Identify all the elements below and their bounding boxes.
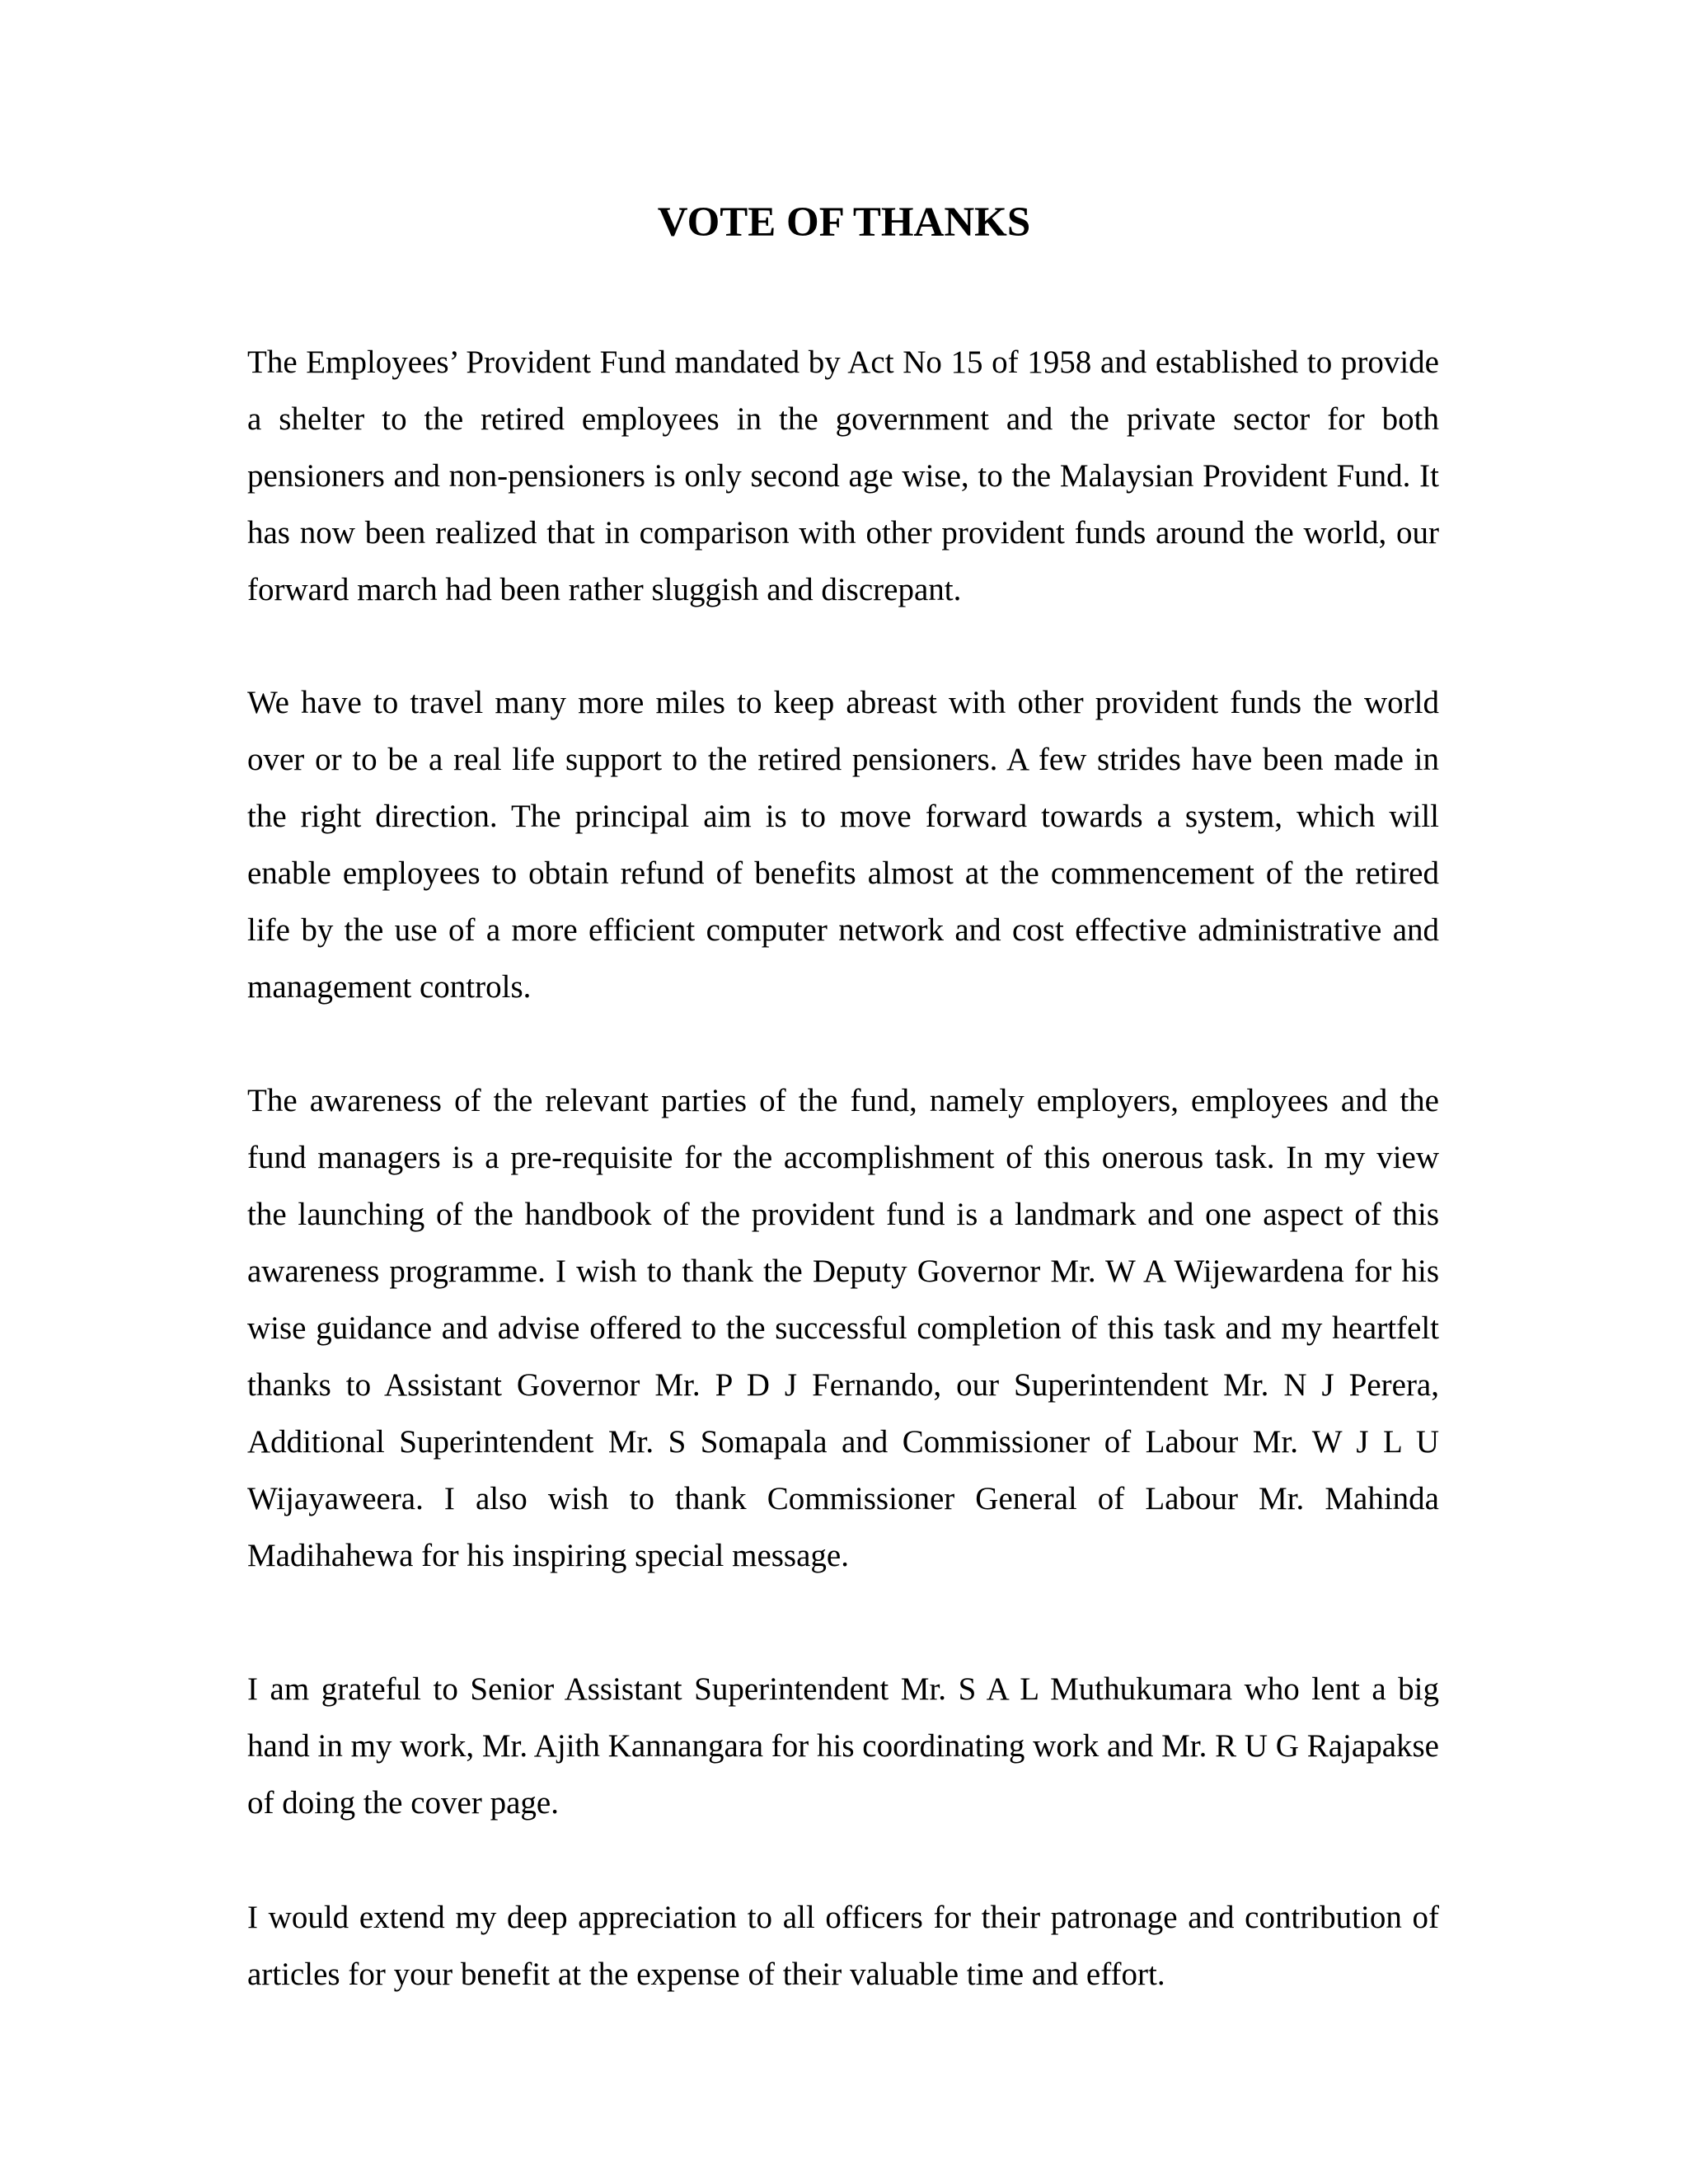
paragraph-future-aims: We have to travel many more miles to keep abreast with other provident funds the world over or to be a real life support to the retired pensioners. A few strides have been made in the right direction. The principal aim is to move forward towards a system, which will enable employees to obtain refund of benefits almost at the commencement of the retired life by the use of a more efficient computer network and cost effective administrative and management controls. [247,685,1439,1005]
paragraph-awareness-and-thanks: The awareness of the relevant parties of the fund, namely employers, employees and the fund managers is a pre-requisite for the accomplishment of this onerous task. In my view the launching of the handbook of the provident fund is a landmark and one aspect of this awareness programme. I wish to thank the Deputy Governor Mr. W A Wijewardena for his wise guidance and advise offered to the successful completion of this task and my heartfelt thanks to Assistant Governor Mr. P D J Fernando, our Superintendent Mr. N J Perera, Additional Superintendent Mr. S Somapala and Commissioner of Labour Mr. W J L U Wijayaweera. I also wish to thank Commissioner General of Labour Mr. Mahinda Madihahewa for his inspiring special message. [247,1083,1439,1573]
paragraph-appreciation: I would extend my deep appreciation to all officers for their patronage and contribution of articles for your benefit at the expense of their valuable time and effort. [247,1900,1439,1992]
paragraph-gratitude: I am grateful to Senior Assistant Superintendent Mr. S A L Muthukumara who lent a big hand in my work, Mr. Ajith Kannangara for his coordinating work and Mr. R U G Rajapakse of doing the cover page. [247,1671,1439,1821]
paragraph-provident-fund-history: The Employees’ Provident Fund mandated by Act No 15 of 1958 and established to provide a shelter to the retired employees in the government and the private sector for both pensioners and non-pensioners is only second age wise, to the Malaysian Provident Fund. It has now been realized that in comparison with other provident funds around the world, our forward march had been rather sluggish and discrepant. [247,344,1439,607]
page-title: VOTE OF THANKS [657,199,1031,246]
